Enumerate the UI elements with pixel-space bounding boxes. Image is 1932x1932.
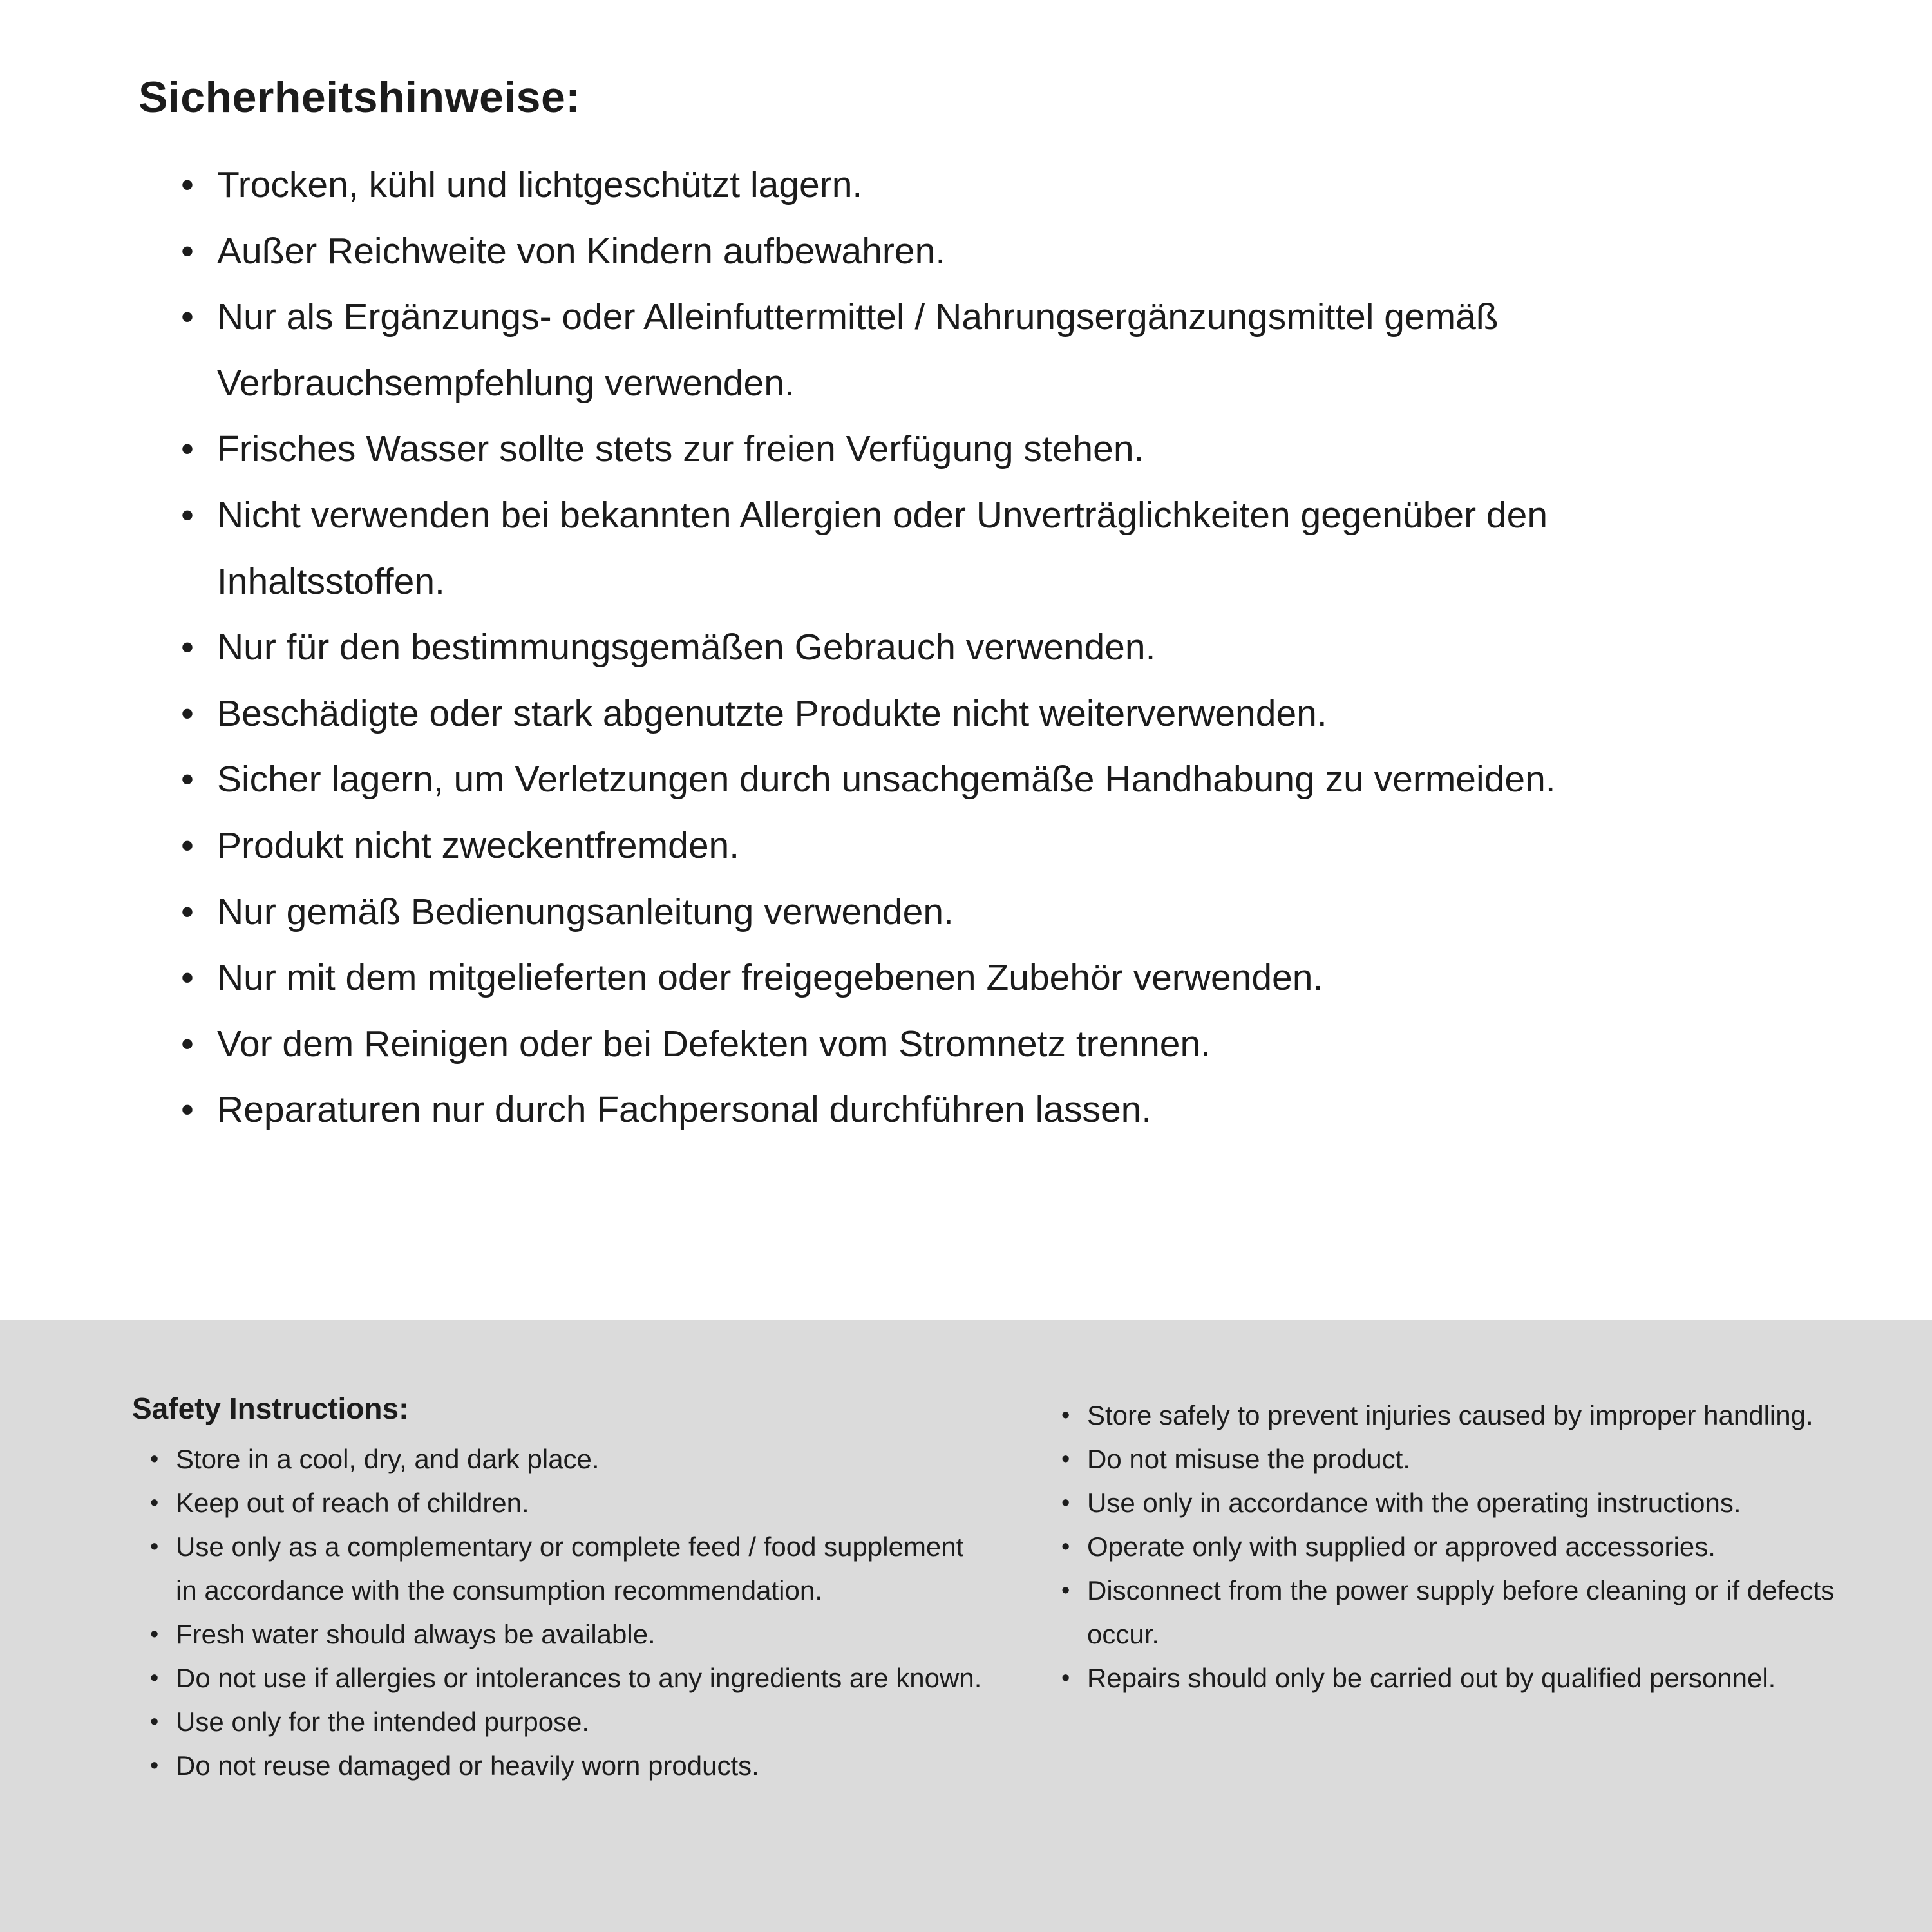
english-list-item: • Use only for the intended purpose. xyxy=(146,1700,989,1744)
english-bullet-list-right xyxy=(1043,1394,1835,1700)
english-list-item: • Keep out of reach of children. xyxy=(146,1481,989,1525)
english-right-column xyxy=(1043,1391,1835,1700)
german-list-item: • Frisches Wasser sollte stets zur freien Verfügung stehen. xyxy=(176,416,1697,482)
german-list-item: • Außer Reichweite von Kindern aufbewahren. xyxy=(176,218,1697,285)
german-list-item: • Vor dem Reinigen oder bei Defekten vom Stromnetz trennen. xyxy=(176,1011,1697,1077)
english-list-item: • Store safely to prevent injuries caused by improper handling. xyxy=(1057,1394,1835,1437)
german-list-item: • Nur gemäß Bedienungsanleitung verwenden. xyxy=(176,879,1697,945)
german-list-item: • Trocken, kühl und lichtgeschützt lagern. xyxy=(176,152,1697,218)
english-list-item: • Do not misuse the product. xyxy=(1057,1437,1835,1481)
german-list-item: • Nur für den bestimmungsgemäßen Gebrauch verwenden. xyxy=(176,614,1697,681)
english-section xyxy=(0,1320,1932,1932)
german-list-item: • Reparaturen nur durch Fachpersonal durchführen lassen. xyxy=(176,1077,1697,1143)
english-list-item: • Do not use if allergies or intolerances to any ingredients are known. xyxy=(146,1656,989,1700)
english-list-item: • Operate only with supplied or approved accessories. xyxy=(1057,1525,1835,1569)
german-list-item: • Sicher lagern, um Verletzungen durch unsachgemäße Handhabung zu vermeiden. xyxy=(176,746,1697,813)
english-left-column xyxy=(132,1391,989,1788)
english-list-item: • Use only in accordance with the operating instructions. xyxy=(1057,1481,1835,1525)
english-bullet-list-left xyxy=(132,1437,989,1788)
english-title: Safety Instructions: xyxy=(132,1392,409,1425)
english-list-item: • Store in a cool, dry, and dark place. xyxy=(146,1437,989,1481)
german-list-item: • Nur mit dem mitgelieferten oder freigegebenen Zubehör verwenden. xyxy=(176,945,1697,1011)
english-list-item: • Repairs should only be carried out by qualified personnel. xyxy=(1057,1656,1835,1700)
german-list-item: • Produkt nicht zweckentfremden. xyxy=(176,813,1697,879)
english-list-item: • Do not reuse damaged or heavily worn products. xyxy=(146,1744,989,1788)
english-list-item: • Fresh water should always be available. xyxy=(146,1613,989,1656)
english-list-item: • Disconnect from the power supply before cleaning or if defects occur. xyxy=(1057,1569,1835,1656)
german-list-item: • Nur als Ergänzungs- oder Alleinfuttermittel / Nahrungsergänzungsmittel gemäß Verbrauchsempfehlung verwenden. xyxy=(176,284,1697,416)
german-bullet-list xyxy=(138,152,1697,1143)
german-title: Sicherheitshinweise: xyxy=(138,73,581,122)
german-list-item: • Nicht verwenden bei bekannten Allergien oder Unverträglichkeiten gegenüber den Inhaltsstoffen. xyxy=(176,482,1697,614)
german-list-item: • Beschädigte oder stark abgenutzte Produkte nicht weiterverwenden. xyxy=(176,681,1697,747)
english-list-item: • Use only as a complementary or complete feed / food supplement in accordance with the consumption recommendation. xyxy=(146,1525,989,1613)
